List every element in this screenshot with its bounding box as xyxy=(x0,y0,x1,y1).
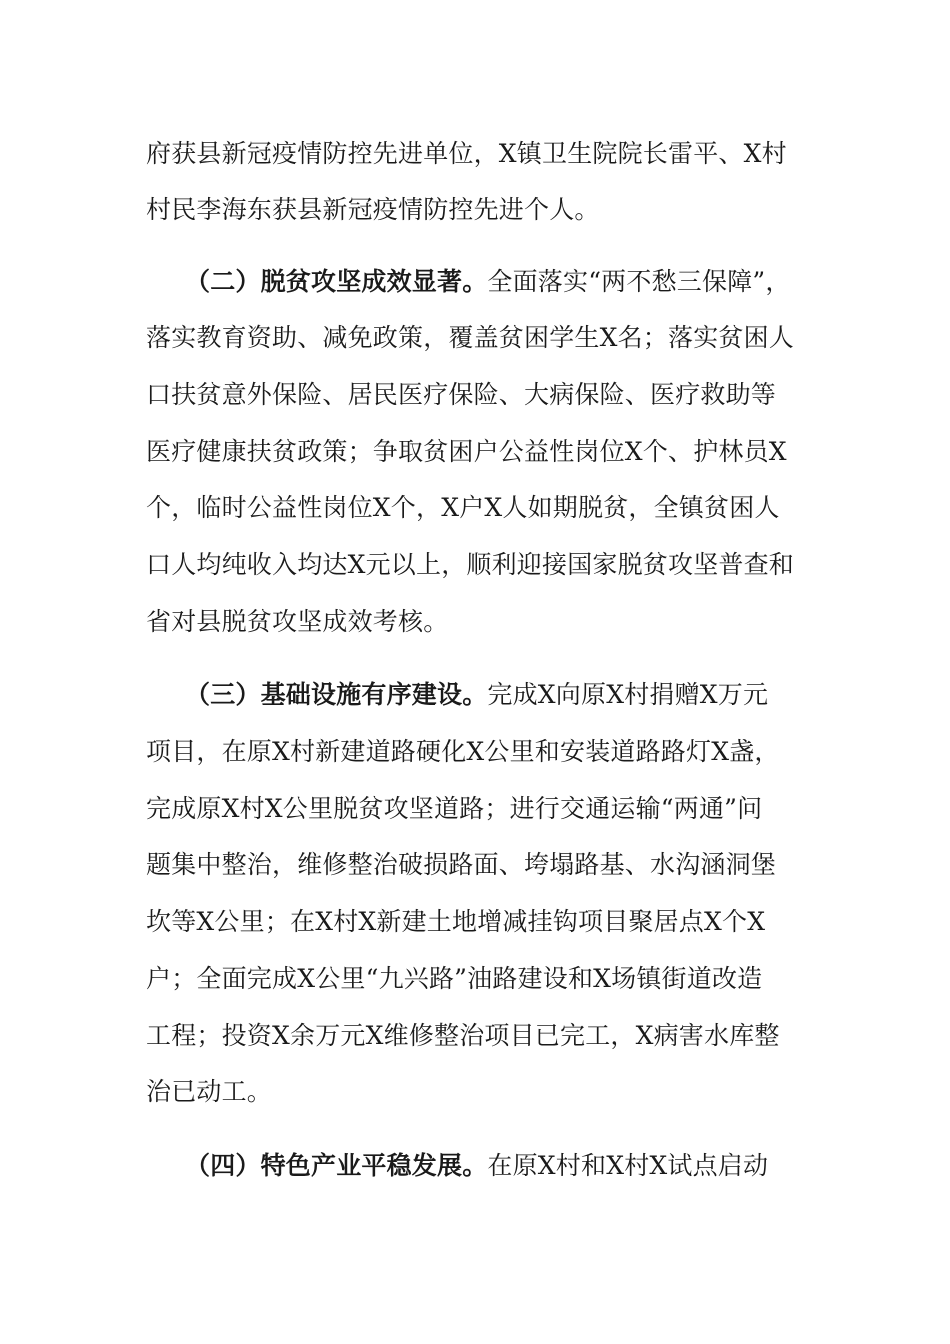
paragraph-3-line xyxy=(185,677,849,713)
text-line: 户；全面完成X公里“九兴路”油路建设和X场镇街道改造 xyxy=(146,964,763,993)
text-line: 村民李海东获县新冠疫情防控先进个人。 xyxy=(146,195,600,224)
paragraph-4-line xyxy=(185,1148,849,1184)
paragraph-text: 全面落实“两不愁三保障”， xyxy=(487,267,791,296)
section-heading-2: （二）脱贫攻坚成效显著。 xyxy=(185,267,488,296)
text-line: 医疗健康扶贫政策；争取贫困户公益性岗位X个、护林员X xyxy=(146,437,787,466)
text-line: 完成原X村X公里脱贫攻坚道路；进行交通运输“两通”问 xyxy=(146,794,763,823)
text-line: 坎等X公里；在X村X新建土地增减挂钩项目聚居点X个X xyxy=(146,907,766,936)
text-line: 工程；投资X余万元X维修整治项目已完工，X病害水库整 xyxy=(146,1021,780,1050)
text-line: 口扶贫意外保险、居民医疗保险、大病保险、医疗救助等 xyxy=(146,380,777,409)
text-line: 个，临时公益性岗位X个，X户X人如期脱贫，全镇贫困人 xyxy=(146,493,780,522)
text-line: 省对县脱贫攻坚成效考核。 xyxy=(146,607,449,636)
section-heading-3: （三）基础设施有序建设。 xyxy=(185,680,488,709)
text-line: 落实教育资助、减免政策，覆盖贫困学生X名；落实贫困人 xyxy=(146,323,795,352)
section-heading-4: （四）特色产业平稳发展。 xyxy=(185,1151,488,1180)
text-line: 题集中整治，维修整治破损路面、垮塌路基、水沟涵洞堡 xyxy=(146,850,777,879)
text-line: 口人均纯收入均达X元以上，顺利迎接国家脱贫攻坚普查和 xyxy=(146,550,795,579)
text-line: 项目，在原X村新建道路硬化X公里和安装道路路灯X盏， xyxy=(146,737,780,766)
paragraph-text: 在原X村和X村X试点启动 xyxy=(487,1151,769,1180)
text-line: 府获县新冠疫情防控先进单位，X镇卫生院院长雷平、X村 xyxy=(146,139,787,168)
text-line: 治已动工。 xyxy=(146,1077,273,1106)
paragraph-2-line xyxy=(185,264,849,300)
paragraph-text: 完成X向原X村捐赠X万元 xyxy=(487,680,769,709)
